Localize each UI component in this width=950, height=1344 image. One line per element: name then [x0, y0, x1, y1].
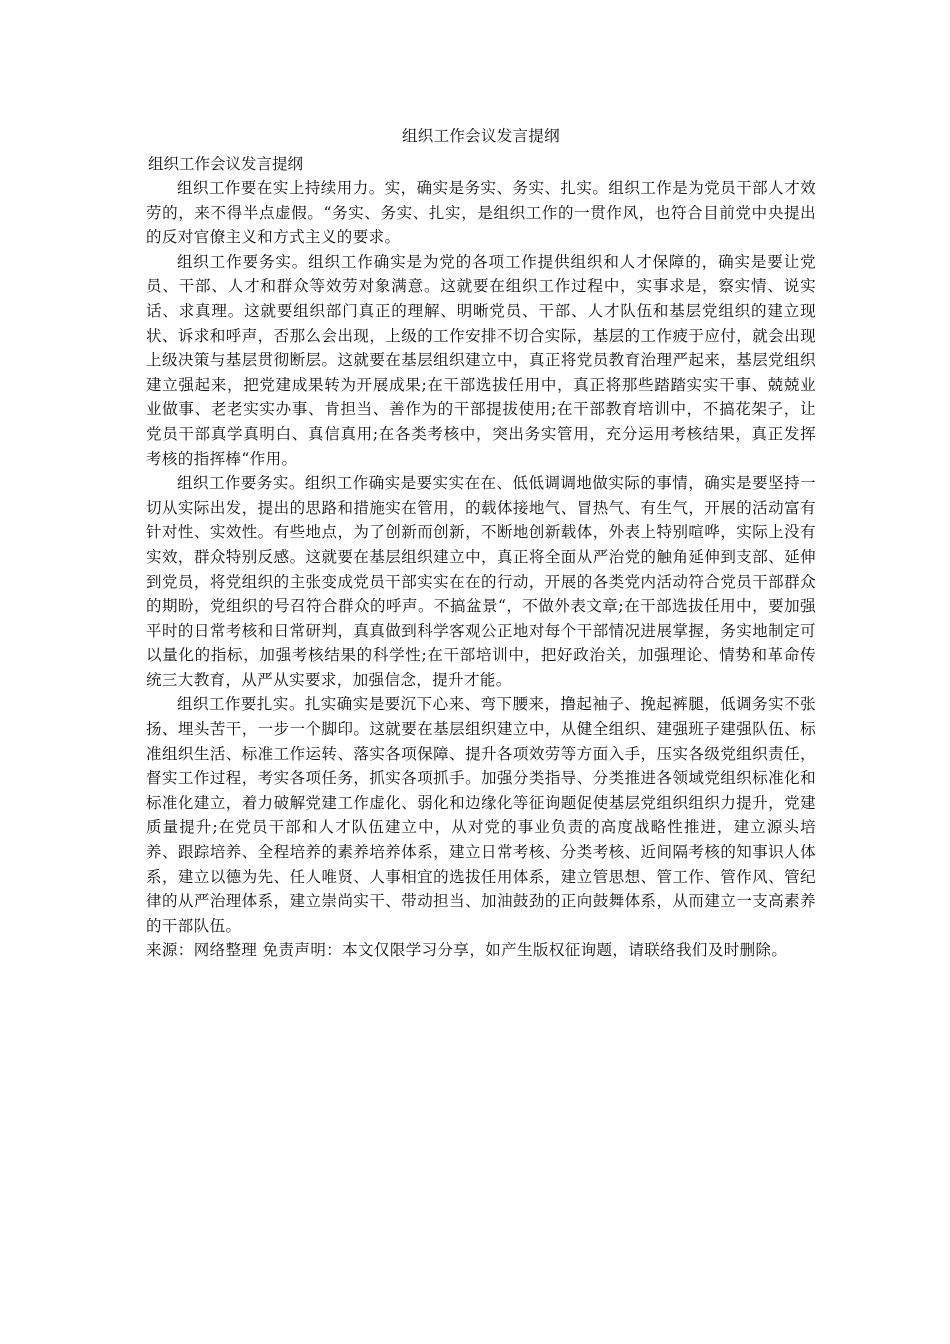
document-page — [146, 124, 816, 963]
document-subtitle: 组织工作会议发言提纲 — [148, 155, 304, 173]
source-disclaimer: 来源：网络整理 免责声明：本文仅限学习分享，如产生版权征询题，请联络我们及时删除。 — [146, 941, 788, 960]
document-title: 组织工作会议发言提纲 — [401, 127, 560, 145]
paragraph-1: 组织工作要在实上持续用力。实，确实是务实、务实、扎实。组织工作是为党员干部人才效劳的，来不得半点虚假。“务实、务实、扎实，是组织工作的一贯作风，也符合目前党中央提出的反对官僚主义和方式主义的要求。 — [146, 179, 816, 247]
paragraph-4: 组织工作要扎实。扎实确实是要沉下心来、弯下腰来，撸起袖子、挽起裤腿，低调务实不张扬、埋头苦干，一步一个脚印。这就要在基层组织建立中，从健全组织、建强班子建强队伍、标准组织生活、标准工作运转、落实各项保障、提升各项效劳等方面入手，压实各级党组织责任，督实工作过程，考实各项任务，抓实各项抓手。加强分类指导、分类推进各领域党组织标准化和标准化建立，着力破解党建工作虚化、弱化和边缘化等征询题促使基层党组织组织力提升，党建质量提升;在党员干部和人才队伍建立中，从对党的事业负责的高度战略性推进，建立源头培养、跟踪培养、全程培养的素养培养体系，建立日常考核、分类考核、近间隔考核的知事识人体系，建立以德为先、任人唯贤、人事相宜的选拔任用体系，建立管思想、管工作、管作风、管纪律的从严治理体系，建立崇尚实干、带动担当、加油鼓劲的正向鼓舞体系，从而建立一支高素养的干部队伍。 — [146, 695, 816, 935]
paragraph-2: 组织工作要务实。组织工作确实是为党的各项工作提供组织和人才保障的，确实是要让党员、干部、人才和群众等效劳对象满意。这就要在组织工作过程中，实事求是，察实情、说实话、求真理。这就要组织部门真正的理解、明晰党员、干部、人才队伍和基层党组织的建立现状、诉求和呼声，否那么会出现，上级的工作安排不切合实际，基层的工作疲于应付，就会出现上级决策与基层贯彻断层。这就要在基层组织建立中，真正将党员教育治理严起来，基层党组织建立强起来，把党建成果转为开展成果;在干部选拔任用中，真正将那些踏踏实实干事、兢兢业业做事、老老实实办事、肯担当、善作为的干部提拔使用;在干部教育培训中，不搞花架子，让党员干部真学真明白、真信真用;在各类考核中，突出务实管用，充分运用考核结果，真正发挥考核的指挥棒“作用。 — [146, 252, 816, 468]
paragraph-3: 组织工作要务实。组织工作确实是要实实在在、低低调调地做实际的事情，确实是要坚持一切从实际出发，提出的思路和措施实在管用，的载体接地气、冒热气、有生气，开展的活动富有针对性、实效性。有些地点，为了创新而创新，不断地创新载体，外表上特别喧哗，实际上没有实效，群众特别反感。这就要在基层组织建立中，真正将全面从严治党的触角延伸到支部、延伸到党员，将党组织的主张变成党员干部实实在在的行动，开展的各类党内活动符合党员干部群众的期盼，党组织的号召符合群众的呼声。不搞盆景“，不做外表文章;在干部选拔任用中，要加强平时的日常考核和日常研判，真真做到科学客观公正地对每个干部情况进展掌握，务实地制定可以量化的指标，加强考核结果的科学性;在干部培训中，把好政治关，加强理论、情势和革命传统三大教育，从严从实要求，加强信念，提升才能。 — [146, 474, 816, 689]
